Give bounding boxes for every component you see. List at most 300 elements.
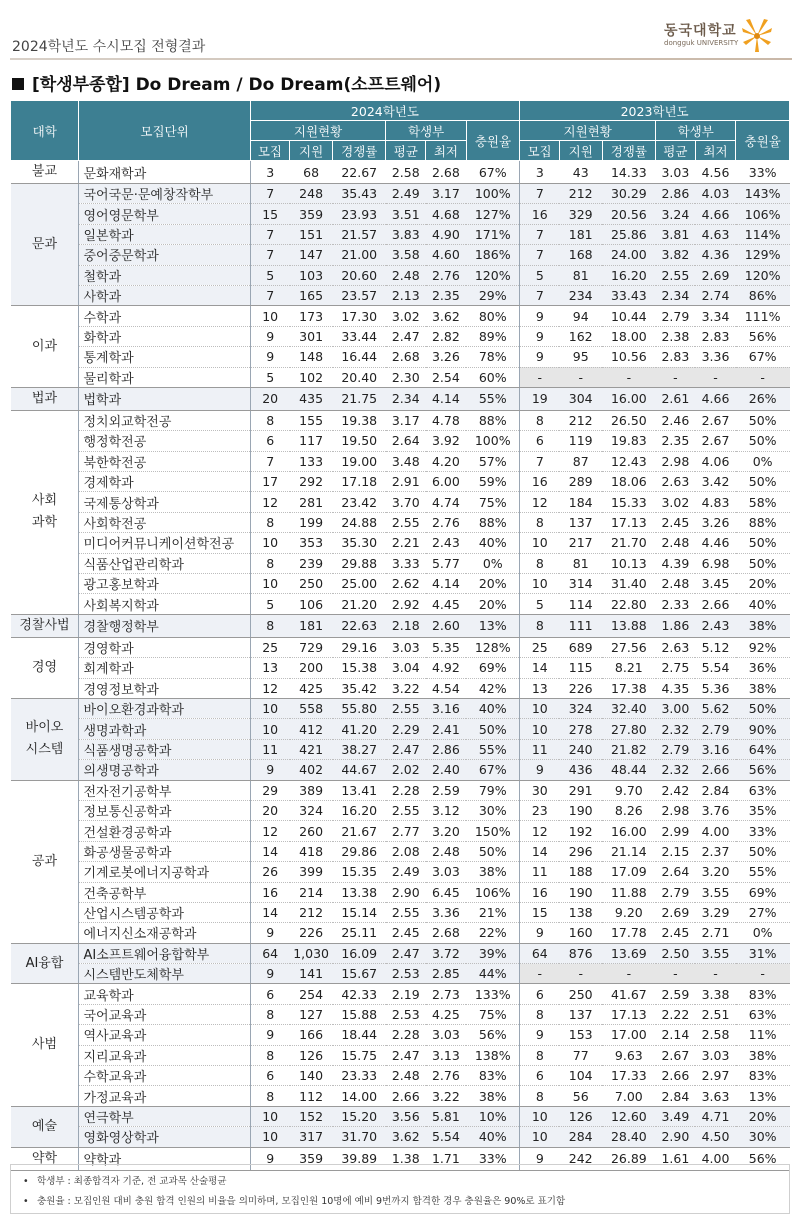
unit-cell: 회계학과 bbox=[79, 658, 250, 678]
value-2023-min: 5.62 bbox=[695, 698, 736, 718]
value-2023-min: 2.84 bbox=[695, 780, 736, 800]
value-2024-avg: 3.04 bbox=[386, 658, 426, 678]
value-2023-avg: 2.48 bbox=[656, 533, 696, 553]
value-2024-ratio: 21.20 bbox=[333, 594, 386, 614]
value-2024-quota: 16 bbox=[250, 882, 290, 902]
unit-cell: 문화재학과 bbox=[79, 161, 250, 184]
table-row bbox=[11, 285, 790, 305]
value-2024-fill: 133% bbox=[466, 984, 520, 1004]
value-2023-applicants: 137 bbox=[559, 512, 602, 532]
value-2023-ratio: 12.60 bbox=[602, 1106, 655, 1126]
table-row bbox=[11, 923, 790, 943]
value-2023-avg: 3.49 bbox=[656, 1106, 696, 1126]
value-2024-ratio: 15.35 bbox=[333, 862, 386, 882]
value-2024-ratio: 38.27 bbox=[333, 739, 386, 759]
value-2024-avg: 2.08 bbox=[386, 841, 426, 861]
value-2023-ratio: 27.56 bbox=[602, 637, 655, 657]
value-2023-min: 4.66 bbox=[695, 387, 736, 410]
value-2023-ratio: 12.43 bbox=[602, 451, 655, 471]
value-2024-min: 4.78 bbox=[426, 410, 467, 430]
value-2024-fill: 22% bbox=[466, 923, 520, 943]
value-2023-min: 4.46 bbox=[695, 533, 736, 553]
value-2023-applicants: 190 bbox=[559, 800, 602, 820]
value-2024-fill: 0% bbox=[466, 553, 520, 573]
value-2024-quota: 12 bbox=[250, 678, 290, 698]
value-2023-applicants: 126 bbox=[559, 1106, 602, 1126]
value-2023-avg: 4.35 bbox=[656, 678, 696, 698]
table-row bbox=[11, 347, 790, 367]
table-row bbox=[11, 964, 790, 984]
table-row bbox=[11, 1127, 790, 1147]
value-2024-ratio: 22.67 bbox=[333, 161, 386, 184]
value-2023-avg: 3.02 bbox=[656, 492, 696, 512]
value-2024-fill: 100% bbox=[466, 184, 520, 204]
unit-cell: 경영정보학과 bbox=[79, 678, 250, 698]
table-row bbox=[11, 658, 790, 678]
value-2023-fill: 106% bbox=[736, 204, 790, 224]
value-2024-applicants: 200 bbox=[290, 658, 333, 678]
table-row bbox=[11, 800, 790, 820]
header-avg-2023: 평균 bbox=[656, 141, 696, 161]
value-2024-applicants: 212 bbox=[290, 902, 333, 922]
value-2023-applicants: 689 bbox=[559, 637, 602, 657]
unit-cell: 경찰행정학부 bbox=[79, 614, 250, 637]
value-2023-ratio: 48.44 bbox=[602, 760, 655, 780]
value-2024-min: 3.12 bbox=[426, 800, 467, 820]
value-2023-min: 3.26 bbox=[695, 512, 736, 532]
value-2024-quota: 7 bbox=[250, 451, 290, 471]
value-2024-fill: 78% bbox=[466, 347, 520, 367]
value-2024-min: 2.40 bbox=[426, 760, 467, 780]
value-2023-avg: 3.00 bbox=[656, 698, 696, 718]
college-cell: AI융합 bbox=[11, 943, 79, 984]
value-2024-min: 3.03 bbox=[426, 862, 467, 882]
value-2024-avg: 3.58 bbox=[386, 245, 426, 265]
value-2023-fill: 40% bbox=[736, 594, 790, 614]
value-2023-ratio: 8.21 bbox=[602, 658, 655, 678]
value-2024-ratio: 20.40 bbox=[333, 367, 386, 387]
header-record-2024: 학생부 bbox=[386, 121, 466, 141]
value-2024-applicants: 250 bbox=[290, 574, 333, 594]
value-2023-applicants: 289 bbox=[559, 472, 602, 492]
value-2023-ratio: 27.80 bbox=[602, 719, 655, 739]
value-2023-applicants: 81 bbox=[559, 553, 602, 573]
value-2023-applicants: 153 bbox=[559, 1025, 602, 1045]
value-2023-applicants: 240 bbox=[559, 739, 602, 759]
value-2024-fill: 127% bbox=[466, 204, 520, 224]
value-2024-applicants: 127 bbox=[290, 1004, 333, 1024]
value-2024-applicants: 155 bbox=[290, 410, 333, 430]
college-cell: 약학 bbox=[11, 1147, 79, 1170]
value-2023-ratio: 26.89 bbox=[602, 1147, 655, 1170]
value-2023-quota: 14 bbox=[520, 658, 560, 678]
value-2023-fill: 56% bbox=[736, 760, 790, 780]
value-2024-min: 4.74 bbox=[426, 492, 467, 512]
value-2024-fill: 38% bbox=[466, 862, 520, 882]
value-2023-fill: 50% bbox=[736, 533, 790, 553]
value-2023-avg: 2.63 bbox=[656, 472, 696, 492]
value-2023-quota: 8 bbox=[520, 553, 560, 573]
unit-cell: 북한학전공 bbox=[79, 451, 250, 471]
value-2024-min: 4.45 bbox=[426, 594, 467, 614]
value-2023-applicants: 296 bbox=[559, 841, 602, 861]
value-2023-ratio: 21.14 bbox=[602, 841, 655, 861]
value-2023-quota: 9 bbox=[520, 760, 560, 780]
value-2023-avg: 2.22 bbox=[656, 1004, 696, 1024]
unit-cell: 의생명공학과 bbox=[79, 760, 250, 780]
value-2024-fill: 20% bbox=[466, 594, 520, 614]
value-2023-avg: 2.45 bbox=[656, 512, 696, 532]
value-2024-ratio: 16.09 bbox=[333, 943, 386, 963]
bullet-icon: • bbox=[23, 1196, 29, 1207]
value-2023-applicants: 324 bbox=[559, 698, 602, 718]
value-2024-ratio: 55.80 bbox=[333, 698, 386, 718]
value-2023-avg: 2.64 bbox=[656, 862, 696, 882]
value-2023-quota: - bbox=[520, 367, 560, 387]
value-2023-avg: 2.84 bbox=[656, 1086, 696, 1106]
table-row bbox=[11, 161, 790, 184]
unit-cell: 기계로봇에너지공학과 bbox=[79, 862, 250, 882]
unit-cell: 영어영문학부 bbox=[79, 204, 250, 224]
value-2023-avg: 2.59 bbox=[656, 984, 696, 1004]
value-2023-min: 4.71 bbox=[695, 1106, 736, 1126]
value-2023-applicants: 314 bbox=[559, 574, 602, 594]
value-2024-min: 2.41 bbox=[426, 719, 467, 739]
value-2024-quota: 9 bbox=[250, 923, 290, 943]
value-2024-ratio: 35.43 bbox=[333, 184, 386, 204]
value-2024-quota: 10 bbox=[250, 533, 290, 553]
value-2024-fill: 42% bbox=[466, 678, 520, 698]
value-2023-min: 4.83 bbox=[695, 492, 736, 512]
value-2024-quota: 5 bbox=[250, 594, 290, 614]
results-table bbox=[10, 100, 790, 1171]
value-2024-ratio: 15.75 bbox=[333, 1045, 386, 1065]
header-college: 대학 bbox=[11, 101, 79, 161]
value-2023-quota: 30 bbox=[520, 780, 560, 800]
value-2023-min: 3.38 bbox=[695, 984, 736, 1004]
value-2024-avg: 2.29 bbox=[386, 719, 426, 739]
unit-cell: 중어중문학과 bbox=[79, 245, 250, 265]
value-2024-applicants: 112 bbox=[290, 1086, 333, 1106]
value-2023-ratio: 13.69 bbox=[602, 943, 655, 963]
value-2024-quota: 8 bbox=[250, 1045, 290, 1065]
value-2024-quota: 8 bbox=[250, 1086, 290, 1106]
value-2023-quota: - bbox=[520, 964, 560, 984]
value-2024-ratio: 13.41 bbox=[333, 780, 386, 800]
value-2023-applicants: 111 bbox=[559, 614, 602, 637]
value-2024-quota: 5 bbox=[250, 265, 290, 285]
value-2023-min: 4.63 bbox=[695, 224, 736, 244]
header-apply-2023: 지원현황 bbox=[520, 121, 656, 141]
value-2024-min: 3.22 bbox=[426, 1086, 467, 1106]
value-2023-ratio: 32.40 bbox=[602, 698, 655, 718]
page-header-title: 2024학년도 수시모집 전형결과 bbox=[12, 39, 206, 55]
value-2024-ratio: 41.20 bbox=[333, 719, 386, 739]
value-2023-fill: 56% bbox=[736, 326, 790, 346]
header-year-2024: 2024학년도 bbox=[250, 101, 520, 121]
college-cell: 경영 bbox=[11, 637, 79, 698]
value-2023-min: 2.79 bbox=[695, 719, 736, 739]
table-row bbox=[11, 1025, 790, 1045]
value-2023-fill: 26% bbox=[736, 387, 790, 410]
table-row bbox=[11, 1066, 790, 1086]
value-2024-ratio: 29.16 bbox=[333, 637, 386, 657]
value-2024-ratio: 18.44 bbox=[333, 1025, 386, 1045]
value-2024-fill: 10% bbox=[466, 1106, 520, 1126]
college-cell: 이과 bbox=[11, 306, 79, 388]
value-2024-applicants: 239 bbox=[290, 553, 333, 573]
square-bullet-icon bbox=[12, 78, 24, 90]
value-2024-quota: 26 bbox=[250, 862, 290, 882]
value-2024-quota: 12 bbox=[250, 492, 290, 512]
value-2023-fill: 92% bbox=[736, 637, 790, 657]
value-2023-min: 4.06 bbox=[695, 451, 736, 471]
value-2024-fill: 171% bbox=[466, 224, 520, 244]
value-2024-ratio: 23.57 bbox=[333, 285, 386, 305]
footnote-text: 학생부 : 최종합격자 기준, 전 교과목 산술평균 bbox=[37, 1176, 227, 1187]
college-cell: 공과 bbox=[11, 780, 79, 943]
table-row bbox=[11, 821, 790, 841]
value-2023-min: 3.03 bbox=[695, 1045, 736, 1065]
value-2024-ratio: 42.33 bbox=[333, 984, 386, 1004]
header-year-2023: 2023학년도 bbox=[520, 101, 790, 121]
value-2023-min: 5.12 bbox=[695, 637, 736, 657]
value-2024-quota: 10 bbox=[250, 574, 290, 594]
value-2023-min: 2.51 bbox=[695, 1004, 736, 1024]
value-2023-min: 3.45 bbox=[695, 574, 736, 594]
value-2023-min: 4.36 bbox=[695, 245, 736, 265]
value-2023-avg: 2.83 bbox=[656, 347, 696, 367]
value-2023-ratio: 17.00 bbox=[602, 1025, 655, 1045]
value-2023-fill: 120% bbox=[736, 265, 790, 285]
value-2024-applicants: 106 bbox=[290, 594, 333, 614]
value-2023-avg: 2.79 bbox=[656, 882, 696, 902]
unit-cell: 정보통신공학과 bbox=[79, 800, 250, 820]
value-2024-quota: 8 bbox=[250, 614, 290, 637]
value-2024-ratio: 17.30 bbox=[333, 306, 386, 326]
value-2023-fill: 55% bbox=[736, 862, 790, 882]
value-2024-applicants: 425 bbox=[290, 678, 333, 698]
table-row bbox=[11, 574, 790, 594]
header-divider bbox=[10, 58, 792, 60]
value-2023-fill: 20% bbox=[736, 1106, 790, 1126]
value-2024-avg: 2.49 bbox=[386, 862, 426, 882]
value-2024-quota: 11 bbox=[250, 739, 290, 759]
value-2023-ratio: 17.78 bbox=[602, 923, 655, 943]
value-2023-fill: 31% bbox=[736, 943, 790, 963]
unit-cell: 산업시스템공학과 bbox=[79, 902, 250, 922]
value-2024-applicants: 165 bbox=[290, 285, 333, 305]
value-2024-applicants: 226 bbox=[290, 923, 333, 943]
value-2023-min: 4.00 bbox=[695, 1147, 736, 1170]
value-2024-applicants: 558 bbox=[290, 698, 333, 718]
value-2024-fill: 57% bbox=[466, 451, 520, 471]
value-2023-ratio: 20.56 bbox=[602, 204, 655, 224]
value-2023-applicants: 226 bbox=[559, 678, 602, 698]
value-2023-avg: 3.82 bbox=[656, 245, 696, 265]
college-cell: 경찰사법 bbox=[11, 614, 79, 637]
value-2023-ratio: 14.33 bbox=[602, 161, 655, 184]
value-2024-avg: 2.48 bbox=[386, 265, 426, 285]
value-2023-quota: 12 bbox=[520, 821, 560, 841]
table-row bbox=[11, 472, 790, 492]
unit-cell: 일본학과 bbox=[79, 224, 250, 244]
value-2023-quota: 9 bbox=[520, 1025, 560, 1045]
header-fill-2023: 충원율 bbox=[736, 121, 790, 161]
value-2024-fill: 29% bbox=[466, 285, 520, 305]
value-2023-fill: 63% bbox=[736, 1004, 790, 1024]
value-2024-quota: 15 bbox=[250, 204, 290, 224]
value-2023-fill: 38% bbox=[736, 1045, 790, 1065]
value-2024-ratio: 31.70 bbox=[333, 1127, 386, 1147]
university-logo bbox=[664, 18, 774, 58]
table-row bbox=[11, 698, 790, 718]
value-2024-quota: 6 bbox=[250, 984, 290, 1004]
unit-cell: 건설환경공학과 bbox=[79, 821, 250, 841]
unit-cell: 화학과 bbox=[79, 326, 250, 346]
value-2024-avg: 2.28 bbox=[386, 1025, 426, 1045]
value-2023-applicants: 234 bbox=[559, 285, 602, 305]
value-2024-ratio: 21.00 bbox=[333, 245, 386, 265]
value-2023-quota: 3 bbox=[520, 161, 560, 184]
value-2023-min: - bbox=[695, 964, 736, 984]
value-2023-ratio: 8.26 bbox=[602, 800, 655, 820]
unit-cell: 식품산업관리학과 bbox=[79, 553, 250, 573]
value-2023-avg: 3.81 bbox=[656, 224, 696, 244]
value-2024-quota: 8 bbox=[250, 1004, 290, 1024]
value-2023-avg: 2.35 bbox=[656, 431, 696, 451]
value-2024-applicants: 418 bbox=[290, 841, 333, 861]
header-ratio-2024: 경쟁률 bbox=[333, 141, 386, 161]
value-2023-fill: 143% bbox=[736, 184, 790, 204]
value-2023-min: 2.97 bbox=[695, 1066, 736, 1086]
value-2023-ratio: 21.82 bbox=[602, 739, 655, 759]
value-2023-avg: 2.86 bbox=[656, 184, 696, 204]
bullet-icon: • bbox=[23, 1176, 29, 1187]
value-2024-avg: 2.21 bbox=[386, 533, 426, 553]
unit-cell: 행정학전공 bbox=[79, 431, 250, 451]
value-2023-ratio: 26.50 bbox=[602, 410, 655, 430]
table-row bbox=[11, 614, 790, 637]
value-2024-applicants: 292 bbox=[290, 472, 333, 492]
value-2024-ratio: 19.38 bbox=[333, 410, 386, 430]
header-quota-2024: 모집 bbox=[250, 141, 290, 161]
unit-cell: 수학과 bbox=[79, 306, 250, 326]
value-2024-applicants: 248 bbox=[290, 184, 333, 204]
value-2024-avg: 2.13 bbox=[386, 285, 426, 305]
value-2024-min: 4.14 bbox=[426, 387, 467, 410]
results-table-container bbox=[10, 100, 790, 1171]
value-2024-fill: 60% bbox=[466, 367, 520, 387]
value-2024-min: 4.68 bbox=[426, 204, 467, 224]
unit-cell: 건축공학부 bbox=[79, 882, 250, 902]
value-2024-min: 3.20 bbox=[426, 821, 467, 841]
value-2023-avg: 2.46 bbox=[656, 410, 696, 430]
value-2024-quota: 8 bbox=[250, 553, 290, 573]
value-2024-ratio: 35.30 bbox=[333, 533, 386, 553]
value-2024-ratio: 15.38 bbox=[333, 658, 386, 678]
value-2024-min: 2.54 bbox=[426, 367, 467, 387]
table-row bbox=[11, 184, 790, 204]
value-2024-applicants: 254 bbox=[290, 984, 333, 1004]
table-row bbox=[11, 780, 790, 800]
value-2024-min: 2.76 bbox=[426, 512, 467, 532]
value-2023-fill: 63% bbox=[736, 780, 790, 800]
value-2024-applicants: 412 bbox=[290, 719, 333, 739]
value-2023-min: 2.37 bbox=[695, 841, 736, 861]
value-2023-quota: 10 bbox=[520, 1106, 560, 1126]
value-2023-min: 3.76 bbox=[695, 800, 736, 820]
value-2023-avg: 2.14 bbox=[656, 1025, 696, 1045]
value-2023-ratio: 25.86 bbox=[602, 224, 655, 244]
value-2024-min: 3.92 bbox=[426, 431, 467, 451]
value-2023-fill: 20% bbox=[736, 574, 790, 594]
unit-cell: AI소프트웨어융합학부 bbox=[79, 943, 250, 963]
value-2023-quota: 12 bbox=[520, 492, 560, 512]
value-2023-min: 3.29 bbox=[695, 902, 736, 922]
value-2023-applicants: 104 bbox=[559, 1066, 602, 1086]
value-2023-min: 3.55 bbox=[695, 943, 736, 963]
value-2023-ratio: 15.33 bbox=[602, 492, 655, 512]
value-2023-fill: 67% bbox=[736, 347, 790, 367]
header-unit: 모집단위 bbox=[79, 101, 250, 161]
value-2023-fill: 114% bbox=[736, 224, 790, 244]
table-row bbox=[11, 387, 790, 410]
value-2024-fill: 120% bbox=[466, 265, 520, 285]
table-row bbox=[11, 367, 790, 387]
value-2024-avg: 2.62 bbox=[386, 574, 426, 594]
value-2024-applicants: 199 bbox=[290, 512, 333, 532]
value-2023-quota: 9 bbox=[520, 1147, 560, 1170]
value-2024-min: 2.48 bbox=[426, 841, 467, 861]
unit-cell: 법학과 bbox=[79, 387, 250, 410]
value-2023-min: 3.16 bbox=[695, 739, 736, 759]
value-2023-min: 5.36 bbox=[695, 678, 736, 698]
value-2024-quota: 10 bbox=[250, 306, 290, 326]
unit-cell: 바이오환경과학과 bbox=[79, 698, 250, 718]
value-2024-ratio: 24.88 bbox=[333, 512, 386, 532]
value-2023-fill: 50% bbox=[736, 431, 790, 451]
value-2024-applicants: 152 bbox=[290, 1106, 333, 1126]
value-2024-quota: 20 bbox=[250, 800, 290, 820]
value-2023-min: 3.42 bbox=[695, 472, 736, 492]
value-2024-fill: 33% bbox=[466, 1147, 520, 1170]
value-2024-avg: 2.47 bbox=[386, 326, 426, 346]
value-2023-quota: 19 bbox=[520, 387, 560, 410]
unit-cell: 사회복지학과 bbox=[79, 594, 250, 614]
value-2023-avg: - bbox=[656, 964, 696, 984]
value-2024-avg: 2.91 bbox=[386, 472, 426, 492]
value-2024-quota: 3 bbox=[250, 161, 290, 184]
value-2024-min: 5.35 bbox=[426, 637, 467, 657]
college-cell: 예술 bbox=[11, 1106, 79, 1147]
value-2024-fill: 13% bbox=[466, 614, 520, 637]
value-2023-fill: 69% bbox=[736, 882, 790, 902]
value-2024-ratio: 44.67 bbox=[333, 760, 386, 780]
value-2023-quota: 8 bbox=[520, 410, 560, 430]
value-2023-avg: 2.98 bbox=[656, 800, 696, 820]
value-2023-quota: 9 bbox=[520, 923, 560, 943]
value-2023-avg: 2.75 bbox=[656, 658, 696, 678]
value-2023-applicants: 284 bbox=[559, 1127, 602, 1147]
value-2024-avg: 2.47 bbox=[386, 739, 426, 759]
value-2024-avg: 3.22 bbox=[386, 678, 426, 698]
value-2023-quota: 10 bbox=[520, 698, 560, 718]
value-2024-applicants: 317 bbox=[290, 1127, 333, 1147]
value-2024-min: 4.14 bbox=[426, 574, 467, 594]
value-2024-quota: 6 bbox=[250, 431, 290, 451]
value-2024-avg: 2.19 bbox=[386, 984, 426, 1004]
